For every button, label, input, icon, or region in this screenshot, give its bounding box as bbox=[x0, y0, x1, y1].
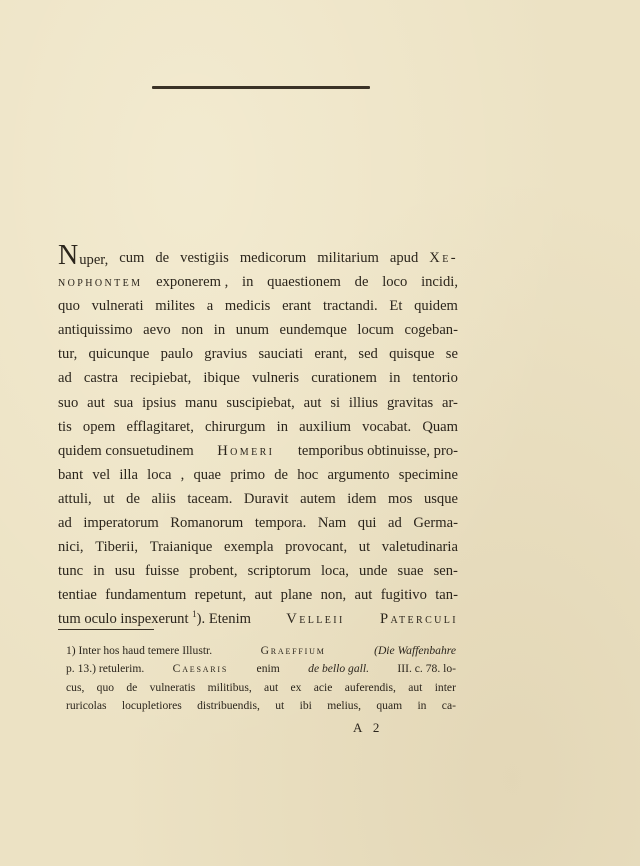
text-line-11: attuli, ut de aliis taceam. Duravit autem idem mos usque bbox=[58, 490, 458, 507]
text-line-2: nophontem exponerem , in quaestionem de loco incidi, bbox=[58, 274, 458, 291]
drop-cap: N bbox=[58, 240, 79, 271]
text-line-9: quidem consuetudinem Homeri temporibus obtinuisse, pro- bbox=[58, 442, 458, 459]
footnote-rule bbox=[58, 629, 154, 630]
footnote bbox=[66, 642, 456, 715]
footnote-line-3: cus, quo de vulneratis militibus, aut ex acie auferendis, aut inter bbox=[66, 680, 456, 694]
footnote-line-2: p. 13.) retulerim. Caesaris enim de bello gall. III. c. 78. lo- bbox=[66, 662, 456, 676]
text-line-1: Nuper, cum de vestigiis medicorum militarium apud Xe- bbox=[58, 240, 458, 271]
text-line-8: tis opem efflagitaret, chirurgum in auxilium vocabat. Quam bbox=[58, 418, 458, 435]
text-line-15: tentiae fundamentum repetunt, aut plane non, aut fugitivo tan- bbox=[58, 587, 458, 604]
text-line-5: tur, quicunque paulo gravius sauciati erant, sed quisque se bbox=[58, 346, 458, 363]
footnote-line-4: ruricolas locupletiores distribuendis, ut ibi melius, quam in ca- bbox=[66, 698, 456, 712]
signature-mark: A 2 bbox=[353, 720, 384, 735]
main-text bbox=[58, 240, 458, 632]
text-line-16: tum oculo inspexerunt $^1$). Etenim Velleii Paterculi bbox=[58, 609, 458, 628]
text-line-12: ad imperatorum Romanorum tempora. Nam qui ad Germa- bbox=[58, 515, 458, 532]
text-line-3: quo vulnerati milites a medicis erant tractandi. Et quidem bbox=[58, 298, 458, 315]
text-line-6: ad castra recipiebat, ibique vulneris curationem in tentorio bbox=[58, 370, 458, 387]
text-line-14: tunc in usu fuisse probent, scriptorum loca, unde suae sen- bbox=[58, 563, 458, 580]
top-decorative-rule bbox=[152, 86, 370, 89]
text-line-13: nici, Tiberii, Traianique exempla provocant, ut valetudinaria bbox=[58, 539, 458, 556]
footnote-line-1: 1) Inter hos haud temere Illustr. Graeffium (Die Waffenbahre bbox=[66, 644, 456, 657]
footnote-reference: 1 bbox=[192, 609, 197, 620]
text-line-4: antiquissimo aevo non in unum eundemque locum cogeban- bbox=[58, 322, 458, 339]
text-line-7: suo aut sua ipsius manu suscipiebat, aut si illius gravitas ar- bbox=[58, 394, 458, 411]
text-line-10: bant vel illa loca , quae primo de hoc argumento specimine bbox=[58, 466, 458, 483]
